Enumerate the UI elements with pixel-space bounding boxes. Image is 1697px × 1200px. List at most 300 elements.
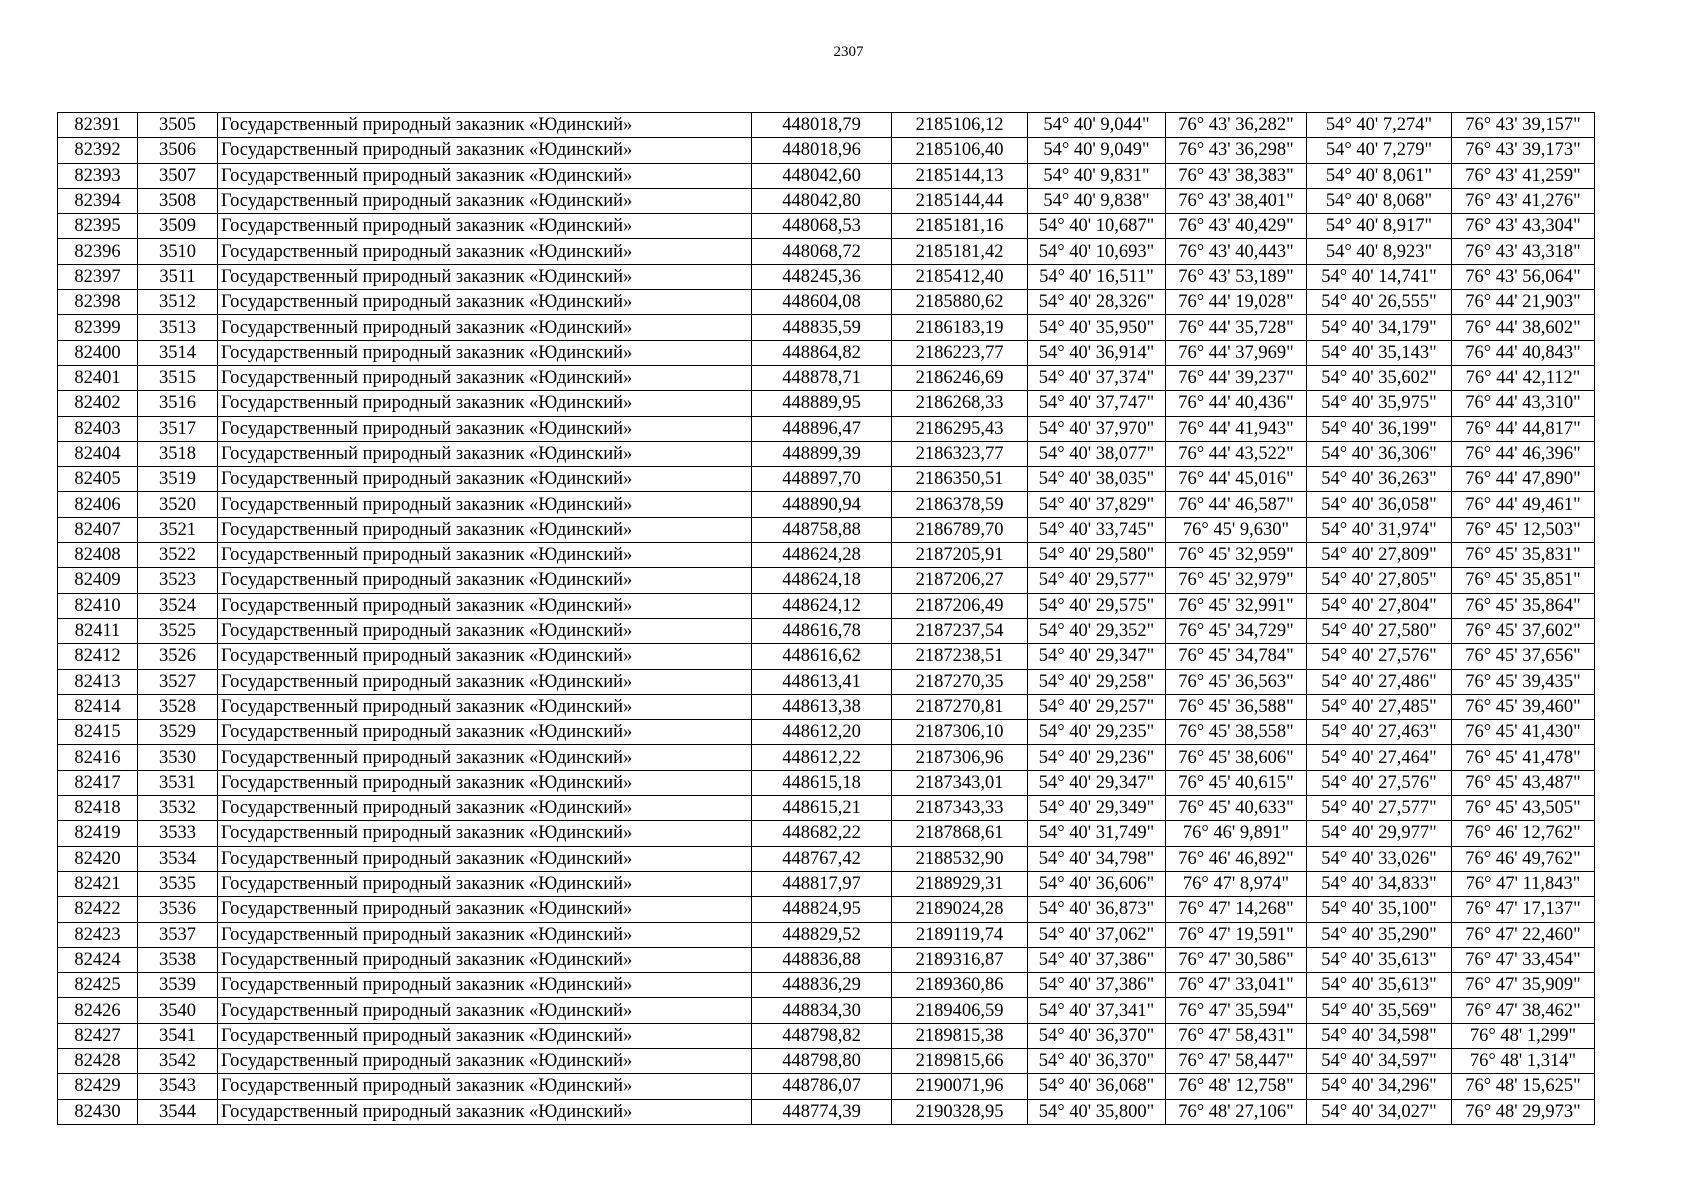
point-number-cell: 3516 (138, 391, 218, 416)
longitude-2-cell: 76° 44' 42,112" (1452, 365, 1595, 390)
y-coordinate-cell: 2185144,44 (892, 188, 1028, 213)
coordinates-table (57, 112, 1595, 1125)
row-id-cell: 82425 (58, 973, 138, 998)
table-row (58, 138, 1595, 163)
latitude-2-cell: 54° 40' 35,975" (1307, 391, 1452, 416)
row-id-cell: 82398 (58, 290, 138, 315)
table-row (58, 290, 1595, 315)
area-name-cell: Государственный природный заказник «Юдинский» (218, 871, 752, 896)
latitude-1-cell: 54° 40' 33,745" (1028, 517, 1166, 542)
latitude-2-cell: 54° 40' 35,613" (1307, 973, 1452, 998)
x-coordinate-cell: 448899,39 (752, 441, 892, 466)
table-row (58, 821, 1595, 846)
longitude-2-cell: 76° 45' 41,430" (1452, 720, 1595, 745)
latitude-2-cell: 54° 40' 27,576" (1307, 770, 1452, 795)
area-name-cell: Государственный природный заказник «Юдинский» (218, 517, 752, 542)
y-coordinate-cell: 2185144,13 (892, 163, 1028, 188)
table-row (58, 441, 1595, 466)
x-coordinate-cell: 448896,47 (752, 416, 892, 441)
row-id-cell: 82403 (58, 416, 138, 441)
area-name-cell: Государственный природный заказник «Юдинский» (218, 720, 752, 745)
table-row (58, 618, 1595, 643)
area-name-cell: Государственный природный заказник «Юдинский» (218, 239, 752, 264)
longitude-1-cell: 76° 45' 38,558" (1166, 720, 1307, 745)
table-row (58, 315, 1595, 340)
y-coordinate-cell: 2190328,95 (892, 1099, 1028, 1124)
point-number-cell: 3534 (138, 846, 218, 871)
x-coordinate-cell: 448042,80 (752, 188, 892, 213)
row-id-cell: 82426 (58, 998, 138, 1023)
table-row (58, 644, 1595, 669)
latitude-2-cell: 54° 40' 35,569" (1307, 998, 1452, 1023)
table-row (58, 871, 1595, 896)
table-row (58, 694, 1595, 719)
row-id-cell: 82418 (58, 796, 138, 821)
point-number-cell: 3532 (138, 796, 218, 821)
longitude-2-cell: 76° 44' 47,890" (1452, 467, 1595, 492)
x-coordinate-cell: 448068,53 (752, 214, 892, 239)
area-name-cell: Государственный природный заказник «Юдинский» (218, 694, 752, 719)
row-id-cell: 82422 (58, 897, 138, 922)
y-coordinate-cell: 2185181,16 (892, 214, 1028, 239)
latitude-1-cell: 54° 40' 10,687" (1028, 214, 1166, 239)
longitude-1-cell: 76° 45' 34,784" (1166, 644, 1307, 669)
table-row (58, 947, 1595, 972)
x-coordinate-cell: 448798,80 (752, 1048, 892, 1073)
latitude-1-cell: 54° 40' 37,970" (1028, 416, 1166, 441)
longitude-1-cell: 76° 45' 36,563" (1166, 669, 1307, 694)
area-name-cell: Государственный природный заказник «Юдинский» (218, 467, 752, 492)
y-coordinate-cell: 2187306,96 (892, 745, 1028, 770)
area-name-cell: Государственный природный заказник «Юдинский» (218, 644, 752, 669)
latitude-1-cell: 54° 40' 29,236" (1028, 745, 1166, 770)
longitude-2-cell: 76° 44' 40,843" (1452, 340, 1595, 365)
latitude-2-cell: 54° 40' 36,263" (1307, 467, 1452, 492)
x-coordinate-cell: 448068,72 (752, 239, 892, 264)
area-name-cell: Государственный природный заказник «Юдинский» (218, 897, 752, 922)
table-row (58, 492, 1595, 517)
area-name-cell: Государственный природный заказник «Юдинский» (218, 1074, 752, 1099)
latitude-2-cell: 54° 40' 27,804" (1307, 593, 1452, 618)
y-coordinate-cell: 2186268,33 (892, 391, 1028, 416)
longitude-2-cell: 76° 43' 39,157" (1452, 113, 1595, 138)
longitude-1-cell: 76° 43' 40,429" (1166, 214, 1307, 239)
y-coordinate-cell: 2186350,51 (892, 467, 1028, 492)
y-coordinate-cell: 2185106,12 (892, 113, 1028, 138)
table-row (58, 1099, 1595, 1124)
latitude-1-cell: 54° 40' 29,258" (1028, 669, 1166, 694)
latitude-2-cell: 54° 40' 34,598" (1307, 1023, 1452, 1048)
row-id-cell: 82417 (58, 770, 138, 795)
longitude-2-cell: 76° 45' 39,460" (1452, 694, 1595, 719)
point-number-cell: 3519 (138, 467, 218, 492)
row-id-cell: 82402 (58, 391, 138, 416)
longitude-2-cell: 76° 45' 35,831" (1452, 543, 1595, 568)
longitude-2-cell: 76° 47' 38,462" (1452, 998, 1595, 1023)
area-name-cell: Государственный природный заказник «Юдинский» (218, 1023, 752, 1048)
latitude-2-cell: 54° 40' 34,179" (1307, 315, 1452, 340)
row-id-cell: 82400 (58, 340, 138, 365)
y-coordinate-cell: 2189316,87 (892, 947, 1028, 972)
row-id-cell: 82424 (58, 947, 138, 972)
point-number-cell: 3530 (138, 745, 218, 770)
latitude-1-cell: 54° 40' 37,062" (1028, 922, 1166, 947)
latitude-2-cell: 54° 40' 33,026" (1307, 846, 1452, 871)
table-row (58, 745, 1595, 770)
longitude-1-cell: 76° 48' 27,106" (1166, 1099, 1307, 1124)
table-row (58, 239, 1595, 264)
longitude-2-cell: 76° 44' 43,310" (1452, 391, 1595, 416)
latitude-2-cell: 54° 40' 29,977" (1307, 821, 1452, 846)
longitude-2-cell: 76° 47' 22,460" (1452, 922, 1595, 947)
point-number-cell: 3517 (138, 416, 218, 441)
x-coordinate-cell: 448817,97 (752, 871, 892, 896)
longitude-1-cell: 76° 47' 30,586" (1166, 947, 1307, 972)
area-name-cell: Государственный природный заказник «Юдинский» (218, 492, 752, 517)
area-name-cell: Государственный природный заказник «Юдинский» (218, 365, 752, 390)
latitude-2-cell: 54° 40' 36,306" (1307, 441, 1452, 466)
area-name-cell: Государственный природный заказник «Юдинский» (218, 391, 752, 416)
y-coordinate-cell: 2185106,40 (892, 138, 1028, 163)
area-name-cell: Государственный природный заказник «Юдинский» (218, 593, 752, 618)
y-coordinate-cell: 2187205,91 (892, 543, 1028, 568)
longitude-2-cell: 76° 47' 11,843" (1452, 871, 1595, 896)
longitude-2-cell: 76° 43' 43,318" (1452, 239, 1595, 264)
point-number-cell: 3509 (138, 214, 218, 239)
point-number-cell: 3527 (138, 669, 218, 694)
latitude-1-cell: 54° 40' 38,035" (1028, 467, 1166, 492)
row-id-cell: 82429 (58, 1074, 138, 1099)
x-coordinate-cell: 448615,21 (752, 796, 892, 821)
point-number-cell: 3520 (138, 492, 218, 517)
latitude-2-cell: 54° 40' 35,143" (1307, 340, 1452, 365)
longitude-2-cell: 76° 45' 12,503" (1452, 517, 1595, 542)
point-number-cell: 3533 (138, 821, 218, 846)
y-coordinate-cell: 2189815,66 (892, 1048, 1028, 1073)
row-id-cell: 82430 (58, 1099, 138, 1124)
latitude-1-cell: 54° 40' 36,068" (1028, 1074, 1166, 1099)
y-coordinate-cell: 2186246,69 (892, 365, 1028, 390)
longitude-2-cell: 76° 45' 37,656" (1452, 644, 1595, 669)
x-coordinate-cell: 448835,59 (752, 315, 892, 340)
row-id-cell: 82406 (58, 492, 138, 517)
latitude-2-cell: 54° 40' 8,923" (1307, 239, 1452, 264)
row-id-cell: 82421 (58, 871, 138, 896)
y-coordinate-cell: 2187868,61 (892, 821, 1028, 846)
latitude-1-cell: 54° 40' 37,374" (1028, 365, 1166, 390)
point-number-cell: 3505 (138, 113, 218, 138)
longitude-2-cell: 76° 48' 1,314" (1452, 1048, 1595, 1073)
row-id-cell: 82428 (58, 1048, 138, 1073)
row-id-cell: 82394 (58, 188, 138, 213)
longitude-1-cell: 76° 45' 32,979" (1166, 568, 1307, 593)
row-id-cell: 82419 (58, 821, 138, 846)
latitude-1-cell: 54° 40' 37,386" (1028, 947, 1166, 972)
latitude-1-cell: 54° 40' 36,873" (1028, 897, 1166, 922)
point-number-cell: 3538 (138, 947, 218, 972)
x-coordinate-cell: 448774,39 (752, 1099, 892, 1124)
row-id-cell: 82408 (58, 543, 138, 568)
table-row (58, 998, 1595, 1023)
row-id-cell: 82404 (58, 441, 138, 466)
table-row (58, 517, 1595, 542)
table-row (58, 188, 1595, 213)
longitude-1-cell: 76° 44' 19,028" (1166, 290, 1307, 315)
longitude-2-cell: 76° 46' 49,762" (1452, 846, 1595, 871)
longitude-1-cell: 76° 44' 43,522" (1166, 441, 1307, 466)
longitude-2-cell: 76° 43' 41,259" (1452, 163, 1595, 188)
latitude-1-cell: 54° 40' 31,749" (1028, 821, 1166, 846)
latitude-2-cell: 54° 40' 26,555" (1307, 290, 1452, 315)
table-row (58, 214, 1595, 239)
area-name-cell: Государственный природный заказник «Юдинский» (218, 846, 752, 871)
latitude-1-cell: 54° 40' 37,386" (1028, 973, 1166, 998)
area-name-cell: Государственный природный заказник «Юдинский» (218, 821, 752, 846)
latitude-1-cell: 54° 40' 37,341" (1028, 998, 1166, 1023)
y-coordinate-cell: 2188929,31 (892, 871, 1028, 896)
point-number-cell: 3525 (138, 618, 218, 643)
point-number-cell: 3523 (138, 568, 218, 593)
table-row (58, 543, 1595, 568)
latitude-2-cell: 54° 40' 14,741" (1307, 264, 1452, 289)
row-id-cell: 82409 (58, 568, 138, 593)
point-number-cell: 3512 (138, 290, 218, 315)
area-name-cell: Государственный природный заказник «Юдинский» (218, 113, 752, 138)
point-number-cell: 3522 (138, 543, 218, 568)
longitude-1-cell: 76° 44' 41,943" (1166, 416, 1307, 441)
area-name-cell: Государственный природный заказник «Юдинский» (218, 138, 752, 163)
latitude-2-cell: 54° 40' 34,296" (1307, 1074, 1452, 1099)
area-name-cell: Государственный природный заказник «Юдинский» (218, 796, 752, 821)
row-id-cell: 82407 (58, 517, 138, 542)
row-id-cell: 82413 (58, 669, 138, 694)
y-coordinate-cell: 2185880,62 (892, 290, 1028, 315)
latitude-2-cell: 54° 40' 34,597" (1307, 1048, 1452, 1073)
table-row (58, 1023, 1595, 1048)
point-number-cell: 3540 (138, 998, 218, 1023)
x-coordinate-cell: 448786,07 (752, 1074, 892, 1099)
table-row (58, 897, 1595, 922)
latitude-2-cell: 54° 40' 34,833" (1307, 871, 1452, 896)
page-number: 2307 (833, 44, 864, 60)
latitude-2-cell: 54° 40' 34,027" (1307, 1099, 1452, 1124)
x-coordinate-cell: 448836,29 (752, 973, 892, 998)
longitude-2-cell: 76° 47' 33,454" (1452, 947, 1595, 972)
latitude-2-cell: 54° 40' 36,199" (1307, 416, 1452, 441)
longitude-1-cell: 76° 43' 38,383" (1166, 163, 1307, 188)
y-coordinate-cell: 2187343,01 (892, 770, 1028, 795)
latitude-2-cell: 54° 40' 35,613" (1307, 947, 1452, 972)
longitude-1-cell: 76° 43' 38,401" (1166, 188, 1307, 213)
x-coordinate-cell: 448889,95 (752, 391, 892, 416)
longitude-2-cell: 76° 48' 29,973" (1452, 1099, 1595, 1124)
latitude-2-cell: 54° 40' 8,917" (1307, 214, 1452, 239)
longitude-2-cell: 76° 45' 39,435" (1452, 669, 1595, 694)
point-number-cell: 3528 (138, 694, 218, 719)
point-number-cell: 3539 (138, 973, 218, 998)
area-name-cell: Государственный природный заказник «Юдинский» (218, 315, 752, 340)
longitude-1-cell: 76° 43' 36,298" (1166, 138, 1307, 163)
longitude-1-cell: 76° 45' 9,630" (1166, 517, 1307, 542)
longitude-2-cell: 76° 44' 46,396" (1452, 441, 1595, 466)
longitude-1-cell: 76° 47' 35,594" (1166, 998, 1307, 1023)
latitude-1-cell: 54° 40' 29,352" (1028, 618, 1166, 643)
area-name-cell: Государственный природный заказник «Юдинский» (218, 618, 752, 643)
area-name-cell: Государственный природный заказник «Юдинский» (218, 163, 752, 188)
latitude-1-cell: 54° 40' 37,747" (1028, 391, 1166, 416)
longitude-1-cell: 76° 44' 45,016" (1166, 467, 1307, 492)
area-name-cell: Государственный природный заказник «Юдинский» (218, 998, 752, 1023)
latitude-2-cell: 54° 40' 8,068" (1307, 188, 1452, 213)
area-name-cell: Государственный природный заказник «Юдинский» (218, 947, 752, 972)
area-name-cell: Государственный природный заказник «Юдинский» (218, 745, 752, 770)
y-coordinate-cell: 2187237,54 (892, 618, 1028, 643)
x-coordinate-cell: 448612,20 (752, 720, 892, 745)
row-id-cell: 82411 (58, 618, 138, 643)
latitude-1-cell: 54° 40' 36,914" (1028, 340, 1166, 365)
y-coordinate-cell: 2187270,81 (892, 694, 1028, 719)
x-coordinate-cell: 448624,28 (752, 543, 892, 568)
y-coordinate-cell: 2186323,77 (892, 441, 1028, 466)
longitude-2-cell: 76° 45' 43,487" (1452, 770, 1595, 795)
area-name-cell: Государственный природный заказник «Юдинский» (218, 543, 752, 568)
row-id-cell: 82423 (58, 922, 138, 947)
y-coordinate-cell: 2186789,70 (892, 517, 1028, 542)
longitude-1-cell: 76° 45' 36,588" (1166, 694, 1307, 719)
latitude-1-cell: 54° 40' 29,347" (1028, 770, 1166, 795)
table-row (58, 113, 1595, 138)
row-id-cell: 82399 (58, 315, 138, 340)
longitude-1-cell: 76° 46' 46,892" (1166, 846, 1307, 871)
longitude-1-cell: 76° 47' 58,447" (1166, 1048, 1307, 1073)
area-name-cell: Государственный природный заказник «Юдинский» (218, 669, 752, 694)
area-name-cell: Государственный природный заказник «Юдинский» (218, 340, 752, 365)
longitude-1-cell: 76° 46' 9,891" (1166, 821, 1307, 846)
x-coordinate-cell: 448604,08 (752, 290, 892, 315)
table-row (58, 416, 1595, 441)
point-number-cell: 3544 (138, 1099, 218, 1124)
row-id-cell: 82416 (58, 745, 138, 770)
x-coordinate-cell: 448018,79 (752, 113, 892, 138)
longitude-1-cell: 76° 45' 32,959" (1166, 543, 1307, 568)
table-body (58, 113, 1595, 1125)
point-number-cell: 3542 (138, 1048, 218, 1073)
latitude-1-cell: 54° 40' 34,798" (1028, 846, 1166, 871)
latitude-1-cell: 54° 40' 28,326" (1028, 290, 1166, 315)
longitude-2-cell: 76° 45' 35,851" (1452, 568, 1595, 593)
x-coordinate-cell: 448018,96 (752, 138, 892, 163)
point-number-cell: 3515 (138, 365, 218, 390)
longitude-2-cell: 76° 45' 35,864" (1452, 593, 1595, 618)
longitude-2-cell: 76° 44' 38,602" (1452, 315, 1595, 340)
latitude-1-cell: 54° 40' 16,511" (1028, 264, 1166, 289)
longitude-1-cell: 76° 43' 53,189" (1166, 264, 1307, 289)
y-coordinate-cell: 2190071,96 (892, 1074, 1028, 1099)
row-id-cell: 82412 (58, 644, 138, 669)
longitude-2-cell: 76° 43' 56,064" (1452, 264, 1595, 289)
longitude-1-cell: 76° 45' 40,633" (1166, 796, 1307, 821)
latitude-2-cell: 54° 40' 7,279" (1307, 138, 1452, 163)
longitude-1-cell: 76° 47' 14,268" (1166, 897, 1307, 922)
y-coordinate-cell: 2186295,43 (892, 416, 1028, 441)
point-number-cell: 3535 (138, 871, 218, 896)
latitude-1-cell: 54° 40' 36,370" (1028, 1048, 1166, 1073)
row-id-cell: 82396 (58, 239, 138, 264)
latitude-1-cell: 54° 40' 29,580" (1028, 543, 1166, 568)
y-coordinate-cell: 2185412,40 (892, 264, 1028, 289)
latitude-2-cell: 54° 40' 27,577" (1307, 796, 1452, 821)
point-number-cell: 3521 (138, 517, 218, 542)
y-coordinate-cell: 2189119,74 (892, 922, 1028, 947)
x-coordinate-cell: 448836,88 (752, 947, 892, 972)
point-number-cell: 3537 (138, 922, 218, 947)
longitude-2-cell: 76° 44' 44,817" (1452, 416, 1595, 441)
x-coordinate-cell: 448897,70 (752, 467, 892, 492)
y-coordinate-cell: 2187206,49 (892, 593, 1028, 618)
y-coordinate-cell: 2187206,27 (892, 568, 1028, 593)
x-coordinate-cell: 448616,78 (752, 618, 892, 643)
point-number-cell: 3543 (138, 1074, 218, 1099)
latitude-1-cell: 54° 40' 10,693" (1028, 239, 1166, 264)
row-id-cell: 82410 (58, 593, 138, 618)
latitude-2-cell: 54° 40' 35,100" (1307, 897, 1452, 922)
area-name-cell: Государственный природный заказник «Юдинский» (218, 188, 752, 213)
longitude-2-cell: 76° 43' 39,173" (1452, 138, 1595, 163)
longitude-1-cell: 76° 43' 36,282" (1166, 113, 1307, 138)
x-coordinate-cell: 448624,18 (752, 568, 892, 593)
area-name-cell: Государственный природный заказник «Юдинский» (218, 568, 752, 593)
x-coordinate-cell: 448616,62 (752, 644, 892, 669)
longitude-2-cell: 76° 48' 1,299" (1452, 1023, 1595, 1048)
row-id-cell: 82395 (58, 214, 138, 239)
y-coordinate-cell: 2187238,51 (892, 644, 1028, 669)
point-number-cell: 3511 (138, 264, 218, 289)
longitude-2-cell: 76° 48' 15,625" (1452, 1074, 1595, 1099)
x-coordinate-cell: 448613,41 (752, 669, 892, 694)
x-coordinate-cell: 448682,22 (752, 821, 892, 846)
x-coordinate-cell: 448758,88 (752, 517, 892, 542)
area-name-cell: Государственный природный заказник «Юдинский» (218, 416, 752, 441)
latitude-1-cell: 54° 40' 36,370" (1028, 1023, 1166, 1048)
latitude-2-cell: 54° 40' 7,274" (1307, 113, 1452, 138)
area-name-cell: Государственный природный заказник «Юдинский» (218, 770, 752, 795)
x-coordinate-cell: 448245,36 (752, 264, 892, 289)
longitude-1-cell: 76° 45' 40,615" (1166, 770, 1307, 795)
area-name-cell: Государственный природный заказник «Юдинский» (218, 214, 752, 239)
table-row (58, 467, 1595, 492)
longitude-1-cell: 76° 44' 39,237" (1166, 365, 1307, 390)
latitude-1-cell: 54° 40' 35,800" (1028, 1099, 1166, 1124)
table-row (58, 391, 1595, 416)
row-id-cell: 82392 (58, 138, 138, 163)
y-coordinate-cell: 2187343,33 (892, 796, 1028, 821)
table-row (58, 340, 1595, 365)
y-coordinate-cell: 2186223,77 (892, 340, 1028, 365)
longitude-1-cell: 76° 45' 34,729" (1166, 618, 1307, 643)
x-coordinate-cell: 448767,42 (752, 846, 892, 871)
longitude-1-cell: 76° 44' 46,587" (1166, 492, 1307, 517)
y-coordinate-cell: 2187270,35 (892, 669, 1028, 694)
area-name-cell: Государственный природный заказник «Юдинский» (218, 1099, 752, 1124)
latitude-1-cell: 54° 40' 29,257" (1028, 694, 1166, 719)
latitude-1-cell: 54° 40' 9,044" (1028, 113, 1166, 138)
y-coordinate-cell: 2189360,86 (892, 973, 1028, 998)
latitude-1-cell: 54° 40' 9,838" (1028, 188, 1166, 213)
x-coordinate-cell: 448824,95 (752, 897, 892, 922)
x-coordinate-cell: 448829,52 (752, 922, 892, 947)
row-id-cell: 82427 (58, 1023, 138, 1048)
x-coordinate-cell: 448612,22 (752, 745, 892, 770)
